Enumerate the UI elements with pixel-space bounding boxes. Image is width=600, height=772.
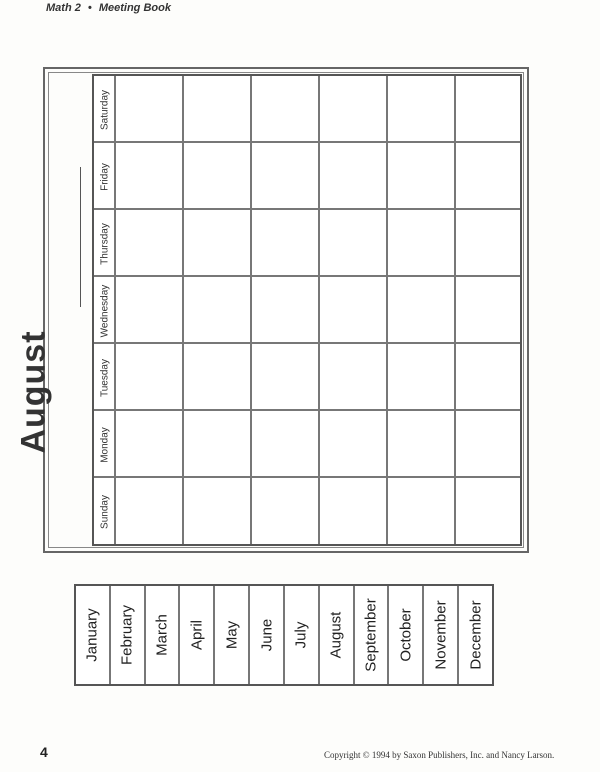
grid-line bbox=[94, 275, 520, 277]
day-label-monday: Monday bbox=[99, 426, 111, 463]
day-label-sunday: Sunday bbox=[99, 494, 111, 529]
month-cell-june: June bbox=[250, 586, 285, 684]
book-name: Meeting Book bbox=[98, 2, 171, 14]
grid-line bbox=[386, 76, 388, 544]
header-separator: • bbox=[87, 2, 92, 14]
month-cell-august: August bbox=[320, 586, 355, 684]
course-name: Math 2 bbox=[46, 2, 81, 14]
grid-line bbox=[94, 476, 520, 478]
month-title: August bbox=[14, 330, 53, 454]
day-label-wednesday: Wednesday bbox=[99, 284, 111, 337]
day-label-saturday: Saturday bbox=[99, 89, 111, 130]
month-cell-february: February bbox=[111, 586, 146, 684]
month-cell-october: October bbox=[389, 586, 424, 684]
month-cell-september: September bbox=[355, 586, 390, 684]
copyright-notice: Copyright © 1994 by Saxon Publishers, Inc. and Nancy Larson. bbox=[324, 750, 555, 760]
grid-line bbox=[94, 208, 520, 210]
page-number: 4 bbox=[40, 744, 48, 760]
day-label-friday: Friday bbox=[99, 162, 111, 191]
page-header bbox=[46, 2, 171, 14]
month-cell-november: November bbox=[424, 586, 459, 684]
month-cell-may: May bbox=[215, 586, 250, 684]
grid-line bbox=[454, 76, 456, 544]
month-cell-december: December bbox=[467, 600, 485, 670]
day-label-thursday: Thursday bbox=[99, 222, 111, 265]
title-write-line bbox=[80, 167, 81, 307]
month-cell-july: July bbox=[285, 586, 320, 684]
month-cell-march: March bbox=[146, 586, 181, 684]
calendar-grid bbox=[92, 74, 522, 546]
month-cell-april: April bbox=[180, 586, 215, 684]
month-strip bbox=[74, 584, 494, 686]
grid-line bbox=[94, 409, 520, 411]
day-label-tuesday: Tuesday bbox=[99, 358, 111, 397]
grid-line bbox=[94, 342, 520, 344]
grid-line bbox=[250, 76, 252, 544]
grid-line bbox=[94, 141, 520, 143]
grid-line bbox=[182, 76, 184, 544]
grid-line bbox=[318, 76, 320, 544]
month-cell-january: January bbox=[76, 586, 111, 684]
